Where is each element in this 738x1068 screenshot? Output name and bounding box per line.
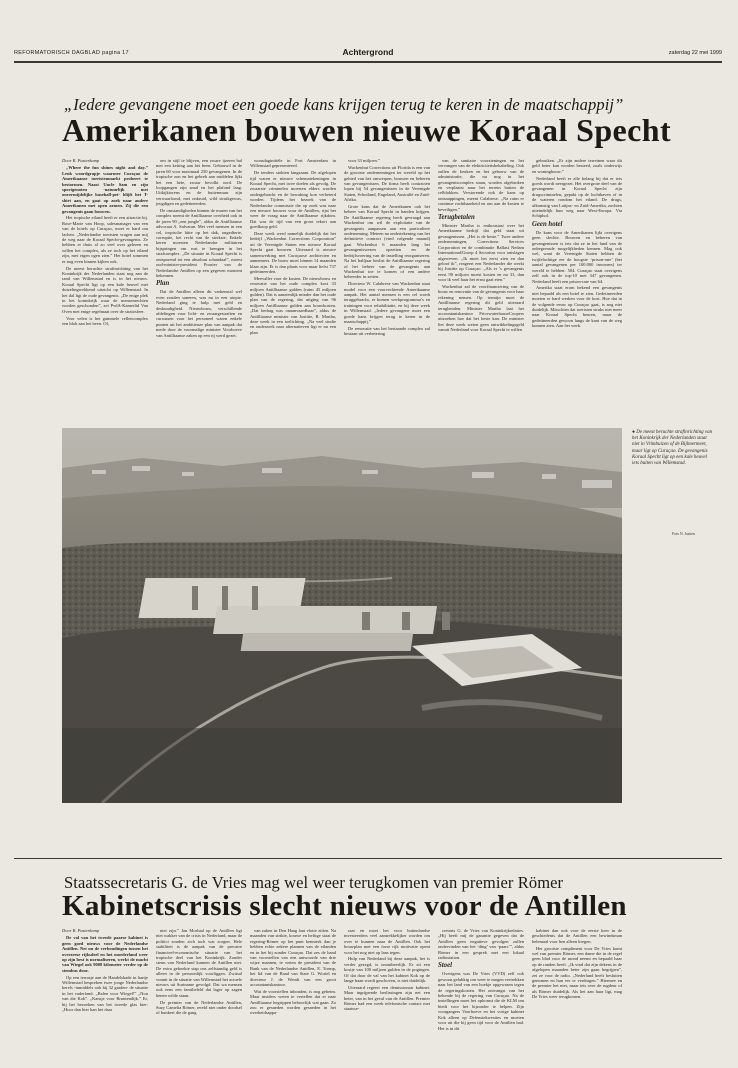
photo-caption <box>632 430 714 467</box>
paper-name: REFORMATORISCH DAGBLAD pagina 17 <box>14 50 129 56</box>
paragraph: Wackenhut Corrections uit Florida is een van de grootste ondernemingen ter wereld op het gebied van het ontwerpen, bouwen en beheren van gevangenissen. De firma heeft contracten lopen bij 54 gevangenissen in de Verenigde Staten, Schotland, Engeland, Australië en Zuid-Afrika. <box>344 164 430 203</box>
paragraph: Minister Martha is enthousiast over het Amerikaanse bedrijf dat geld staat uit gevangenissen. „Het is de beste.” Twee andere ondernemingen, Corrections Services Corporation en de combinatie Ballast Nedam International/Groep 4 Securitas voor ontslagen afgeweven. „Ik moet het eerst zien en dan geloof ik”, reageert een Nederlander die werkt bij Justitie op Curaçao. „Als er ’s gevangenis eerst 90 miljoen moest kosten en nu 33, dan voor ik veel haar het ernst gaat eten.” <box>438 223 524 283</box>
paragraph: raat en moet het voor buitenlandse investeerders veel aantrekkelijker worden om over te kunnen naar de Antillen. Ook het bouwplan met een forse rijk motivatie opent voor het nog niet op lans tegen. <box>344 928 430 955</box>
paragraph: De premier van de Nederlandse Antillen, Suzy Camelia Römer, rereld niet onder doodsel of bunkert die de gang <box>156 999 242 1016</box>
paragraph: Voor velen is het gammele cellencomplex een blok aan het been. Of, <box>62 315 148 326</box>
paragraph: Dat de Antillen alleen dit varkenstal wel even zouden saneren, was nu in een utopie. Nederland ging te hulp met geld en deskundigheid. Nieuwbouw, verschillende afdelingen voor licht- en zwaargestraften en cursussen voor het personeel waren enkele punten uit het ambitieuze plan van aanpak dat mede door de voormalige minister Voorhoeve van Antilliaanse zaken op een rij werd gezet. <box>156 289 242 338</box>
article2-column-4 <box>344 928 430 1048</box>
paragraph: cretaris G. de Vries van Koninkrijkrelaties. „Hij heeft mij de garantie gegeven dat de Antillen geen negatieve gevolgen zullen ondervinden van het ‘ding’ van ‘paars’”, aldus Römer in een gesprek met een lokaal radiostation. <box>438 928 524 961</box>
paragraph: Uiteraard regeert een demissionair kabinet. Maar ingrijpende beslissingen zijn net een beter, van in het geval van de Antillen. Premier Römer had een week telefonische contact met staatsse- <box>344 984 430 1012</box>
article-column-5 <box>438 158 524 420</box>
paragraph: De tenders stokten langzaam. De afgelopen tijd waren er nieuwe schematekeningen in Koraal Specht, met twee doelen als gevolg. De zwaarste criminelen moesten elders worden ondergebracht en de bewaking kon verbeterd worden. Tijdens het bezoek van de Nederlandse commissie die op zoek was naar een nieuwe bouwer voor de Antillen, rijst het weer de vraag naar de Antilliaanse rijkdom. Dat was de tijd van een groot tekort aan goedkoop geld. <box>250 170 336 230</box>
paragraph: om in stijl te blijven, een zware ijzeren bal met een ketting aan het been. Gebouwd in de jaren 60 voor maximaal 250 gevangenen. In de tropische zon en het gebrek aan middelen lijkt het een hete, zwaar bevolkt oord. De loopgangen zijn smal en het plafond laag. Uitkijktorens en de buitenmuur zijn verwaarloosd, met onkruid, wild struikgewas, jeugdigen en gedetineerden. <box>156 158 242 207</box>
paragraph: Overigens was De Vries (VVD) zelf ook gewoon gelukkig om weer te mogen vertrekken naar het land van een hoekje opgewasen tegen de regeringskosten. Het ontvangst van het bekende bij de regering van Curaçao. Na de instellingen moet het opkomst die de KLM om biedt voor het bijzonder te helpen. Zijn voorgangers Voorhoeve en het vorige kabinet Kok alleen op Defensiekwesties en moeten voor uit die hij geen tijd voor de Antillen had. Het is in dit <box>438 971 524 1031</box>
masthead-rule <box>14 61 722 63</box>
paragraph: Grote kans dat de Amerikanen ook het beheer van Koraal Specht in handen krijgen. De Antilliaanse regering heeft gevraagd aan Wackenhut om wil de exploitatie van de gevangenis aanpassen aan een particuliere onderneming. Meteen na ondertekening van het definitieve contract (vind volgende maand) gaat Wackenhut 6 maanden lang het gevangeniswezen opzetten en de bedrijfsvoering van de instelling reorganiseren. Na het halfjaar beslist de Antilliaanse regering of het heheer van de gevangenis aan Wackenhut toe te komen of een andere beheerder in zetten. <box>344 204 430 280</box>
article2-kicker: Staatssecretaris G. de Vries mag wel weer terugkomen van premier Römer <box>64 873 564 892</box>
article-column-4 <box>344 158 430 420</box>
article2-column-1 <box>62 928 148 1048</box>
paragraph: De renovatie van het bestaande complex zal bestaan uit verbetering <box>344 325 430 337</box>
paragraph: Op een terrasje aan de Handelskade in hartje Willemstad bespreken twee jonge Nederlandse kerels -inmiddels ook bij 32 graden- de situatie in het vaderland. „Balen voor Wiegel!” „Nou van die Kok”. „Kansje voor Bruntendijk.” Er, bij het bezoeken van het tweede glas bier: „Hoor dan hier kan het daar <box>62 974 148 1013</box>
paragraph: van zaken in Den Haag laat vlotte zitten. Na maanden van strikte, kouwe en heftige staat de regering-Römer op het punt kenmerk dan je hebben echte zekere plannen van de eilanden en in het bij zonder Curaçao. Dat zes de hand van voorstellen van een antwoorde van drie wijze mannen, te weten de president van de Bank van de Nederlandse Antillen, E. Tromp, het lid van de Raad van State G. Wortel en directeur J. de Wendt van een groot accountantskantoor. <box>250 928 336 988</box>
byline: Door R. Pasterkamp <box>62 928 100 933</box>
paragraph: Het grootste compliment voor De Vries komt wel van premier Römer, een dame die in de regel geen blad voor de mond neemt en bepaald haar op de randen heeft. „Ik vind dat zijn dekens in de afgelopen maanden beter zijn gaan begrijpen”, zei ze voor de radio. „Nederland heeft besluiten genomen en hun eer te verdragen.” Hiermee en de premier het niet, maar iets over de rugdeur of als Römer duidelijk. Als het aan haar ligt, mag De Vries weer terugkomen. <box>532 945 622 1000</box>
byline: Door R. Pasterkamp <box>62 158 100 163</box>
paragraph: van de sanitaire voorzieningen en het vervangen van de elektriciteitsbekabeling. Ook zullen de keuken en het gebouw van de administratie, die nu nog in het gevangeniscomplex staan, worden afgebroken en verplaatst naar het terrein buiten de celblokken. Verstorende ook de kans op ontsnappingen, meent Calabrese. „Na ruim er continue ruchtbaarheid en om aan de kosten te beveiligen.” <box>438 158 524 212</box>
article2-column-6 <box>532 928 622 1048</box>
article2-column-3 <box>250 928 336 1048</box>
prison-aerial-photo <box>62 428 622 803</box>
paragraph: niet zijn.” Jan Mosbad op de Antillen ligt niet wakker van de crisis in Nederland, maar de politici zouden zich toch wat zorgen. Hele stabiliteit is de aanpak van de precaire financieel-economische situatie van het tropische deel van het Koninkrijk. Zonder steun van Nederland kunnen de Antillen niet. De extra geboekte stap ons zelfstandig geld is alleen in de persoonlijk voorliggen. Zwitsal vonnit in de situatie van Willemstad het actuele nieuws uit Suriname gevolgd. Dat wa mensen ook eens een familieleld dat lager op zagen benen wilde staan. <box>156 928 242 998</box>
article2-headline: Kabinetscrisis slecht nieuws voor de Antillen <box>62 890 627 922</box>
section-name: Achtergrond <box>342 47 394 57</box>
article-column-1 <box>62 158 148 420</box>
paragraph: Wackenhut zal de voorfinanciering van de bouw en renovatie van de gevangenis voor haar rekening nemen. Op termijn moet de Antilliaanse regering dit geld uiteraard terugbetalen. Minister Martha laat het accountantskantoor PricewaterhouseCoopers uitzoeken hoe dat het beste kan. De minister liet deze week weten geen ontwikkelingsgeld vanuit Nederland voor Koraal Specht te willen <box>438 283 524 333</box>
paragraph: De kans voor de Amerikanen lijkt overigens geen slechte. Bouwen en beheren van gevangenissen is iets dat ze in het land van de onbegrensde mogelijkheden kennen. Mag ook wel, want de Verenigde Staten hebben de twijfelachtige eer de hoogste ‘prison-rate’ (het aantal gevangenen per 100.000 inwoners) ter wereld te hebben: 504. Curaçao staat overigens zelf ook in de top-10 met 347 gevangenen. Nederland heeft een prison-rate van 64. <box>532 229 622 284</box>
paragraph: Deze week werd namelijk duidelijk dat het bedrijf „Wackenhut Corrections Corporation” uit de Verenigde Staten een nieuwe Koraal Specht gaat bouwen. Uiteraard is nieuwe samenwerking met Curaçaose architecten en aannemers. De bouw moet binnen 14 maanden klaar zijn. Er is dan plaats voor maar liefst 737 gedetineerden. <box>250 231 336 274</box>
article-column-6 <box>532 158 622 420</box>
paragraph: Hulp van Nederland bij deze aanpak, het is verder gezegd, is onontbeerlijk. Er zit een kostje van 100 miljoen gulden in de pogingen. Of dat door de val van het kabinet Kok op de lange baan wordt geschoven, is niet duidelijk. <box>344 956 430 984</box>
photo-image <box>62 428 622 803</box>
article-kicker: „Iedere gevangene moet een goede kans krijgen terug te keren in de maatschappij” <box>64 95 624 114</box>
subheading: Geen hotel <box>532 220 563 228</box>
article-lead: De val van het tweede paarse kabinet is geen goed nieuws voor de Nederlandse Antillen. Net nu de verhoudingen tussen het overzeese rijksdeel en het moederland weer op zijn best is normaliseren, werkt de macht van Wiegel ook 9000 kilometer verder op de stembus door. <box>62 935 148 973</box>
paragraph: Wat de voorstellen inhouden, is nog geheim. Maar insiders weten te vertellen dat er naar Antilliaanse begrippen behoorlijk wat gaan. Zo zou er gesneden worden gesneden in het overheidsappa- <box>250 988 336 1016</box>
paragraph: Directeur W. Calabrese van Wackenhut staat model voor een voorvechtende Amerikaanse aanpak. Het aantal mensen is een cel wordt teruggebracht, er komen werkprogramma’s en trainingen voor rehabilitatie, en bij deze week in Willemstad. „Iedere gevangene moet een goede kans krijgen terug te keren in de maatschappij.” <box>344 281 430 324</box>
issue-date: zaterdag 22 mei 1999 <box>668 50 722 56</box>
article2-column-2 <box>156 928 242 1048</box>
article-column-2 <box>156 158 242 420</box>
paragraph: Het tropische eiland heeft er een attractie bij. Rose-Marie van Hoop, salesmanager van een van de hotels op Curaçao, moet er hard om lachen. „Nederlandse toeristen vragen aan mij de weg naar de Koraal Specht-gevangenis. Ze hebben er thuis al zo veel over gelezen en willen het complex, als ze toch op het eiland zijn, met eigen ogen zien.” Het hotel sommen er nog even binnen kijken ook. <box>62 215 148 264</box>
subheading: Terugbetalen <box>438 214 475 222</box>
caption-bullet: ● <box>632 430 637 435</box>
photo-credit: Foto N. Jastien <box>672 532 695 536</box>
paragraph: De omstandigheden binnen de muren van het complex noemt de Antilliaanse overheid ook in de jaren 90 „een jungle”, aldus de Antilliaanse advocaat A. Sulvaran. Met veel mensen in een cel, tropische hitte op het dak, ongedierte, corruptie, het recht van de sterkste. Enkele keren moesten Nederlandse militairen bijspringen om rust te brengen in het strafcomplex. „De situatie in Koraal Specht is ontsporend tot een absoluut schandaal”, moest oud-minister-president Pourier van de Nederlandse Antillen op een gegeven moment bekennen. <box>156 208 242 278</box>
article-divider <box>14 858 722 859</box>
subheading: Stoel <box>438 962 452 970</box>
paragraph: voor 33 miljoen.” <box>348 158 380 163</box>
article-headline: Amerikanen bouwen nieuwe Koraal Specht <box>62 112 671 148</box>
subheading: Plan <box>156 280 170 288</box>
caption-text: De meest beruchte strafinrichting van het Koninkrijk der Nederlanden staat niet in Vrimbuizen of de Bijlmermeer, maar ligt op Curaçao. De gevangenis Koraal Specht ligt op een kale heuvel iets buiten van Willemstad. <box>632 430 713 467</box>
paragraph: Nederland heeft er alle belang bij dat er iets goeds wordt neergezet. Het overgrote deel van de gevangenen in Koraal Specht zijn drugscriminelen, gepakt op de luchthaven of in de wateren rondom het eiland. De drugs, afkomstig van Latijns- en Zuid-Amerika, zochten uiteindelijk hun weg naar West-Europa. Via Schiphol. <box>532 175 622 219</box>
article-lead: „Where the fun shines night and day.” Leuk woordgrapje waarmee Curaçao de Amerikaanse toeristenmarkt probeert te bestormen. Naast Uncle Sam en zijn sportgenoten -natuurlijk met onvermijdelijke baseball-pet- blijft het T-shirt aan, en gaat op zoek naar andere Amerikanen met open armen. Zij die een gevangenis gaan bouwen. <box>62 165 148 214</box>
paragraph: gebruiken. „Er zijn andere terreinen waar dit geld beter kan worden besteed, zoals onderwijs en woningbouw.” <box>532 158 622 174</box>
article-column-3 <box>250 158 336 420</box>
masthead <box>14 47 722 61</box>
article2-column-5 <box>438 928 524 1048</box>
paragraph: Meevaller voor de kosten. De nieuwbouw en renovatie van het oude complex kost 33 miljoen Antilliaanse gulden (ruim 45 miljoen gulden). Dat is aanzienlijk minder dan het oude plan van de regering, dat uitging van 96 miljoen Antilliaanse gulden aan bouwkosten. „Dat bedrag was onaanvaardbaar”, aldus de Antilliaanse minister van Justitie, R. Martha, deze week in een toelichting. „Na veel studie en onderzoek naar alternatieven ligt er nu een plan <box>250 275 336 335</box>
paragraph: kabinet dan ook voor de eerste keer in de geschiedenis dat de Antillen een bewindsman helemaal voor hen alleen kregen. <box>532 928 622 944</box>
paragraph: De meest beruchte strafinrichting van het Koninkrijk der Nederlanden staat nog aan de rand van Willemstad en is in het nieuws. Koraal Specht ligt op een kale heuvel met duizelingwekkend uitzicht op Willemstad. In het dal ligt de oude gevangenis. „De enige plek in het koninkrijk waar de mensenrechten worden geschonden”, zei PvdA-Kamerlid Van Oven met enige regelmaat over de stratosfeer. <box>62 265 148 314</box>
paragraph: wonsdaginitiële in Fort Amsterdam in Willemstad gepresenteerd. <box>250 158 336 169</box>
paragraph: Amerika staat erom bekend een gevangenis niet bepaald als een hotel te zien. Gedetineerden moeten er hard werken voor de kost. Hoe dat in de volgende eeuw op Curaçao gaat, is nog niet duidelijk. Misschien dat toeristen straks niet meer naar Koraal Specht beuren, maar de gedetineerden gewoon langs de kant van de weg kunnen zien. Aan het werk. <box>532 285 622 329</box>
